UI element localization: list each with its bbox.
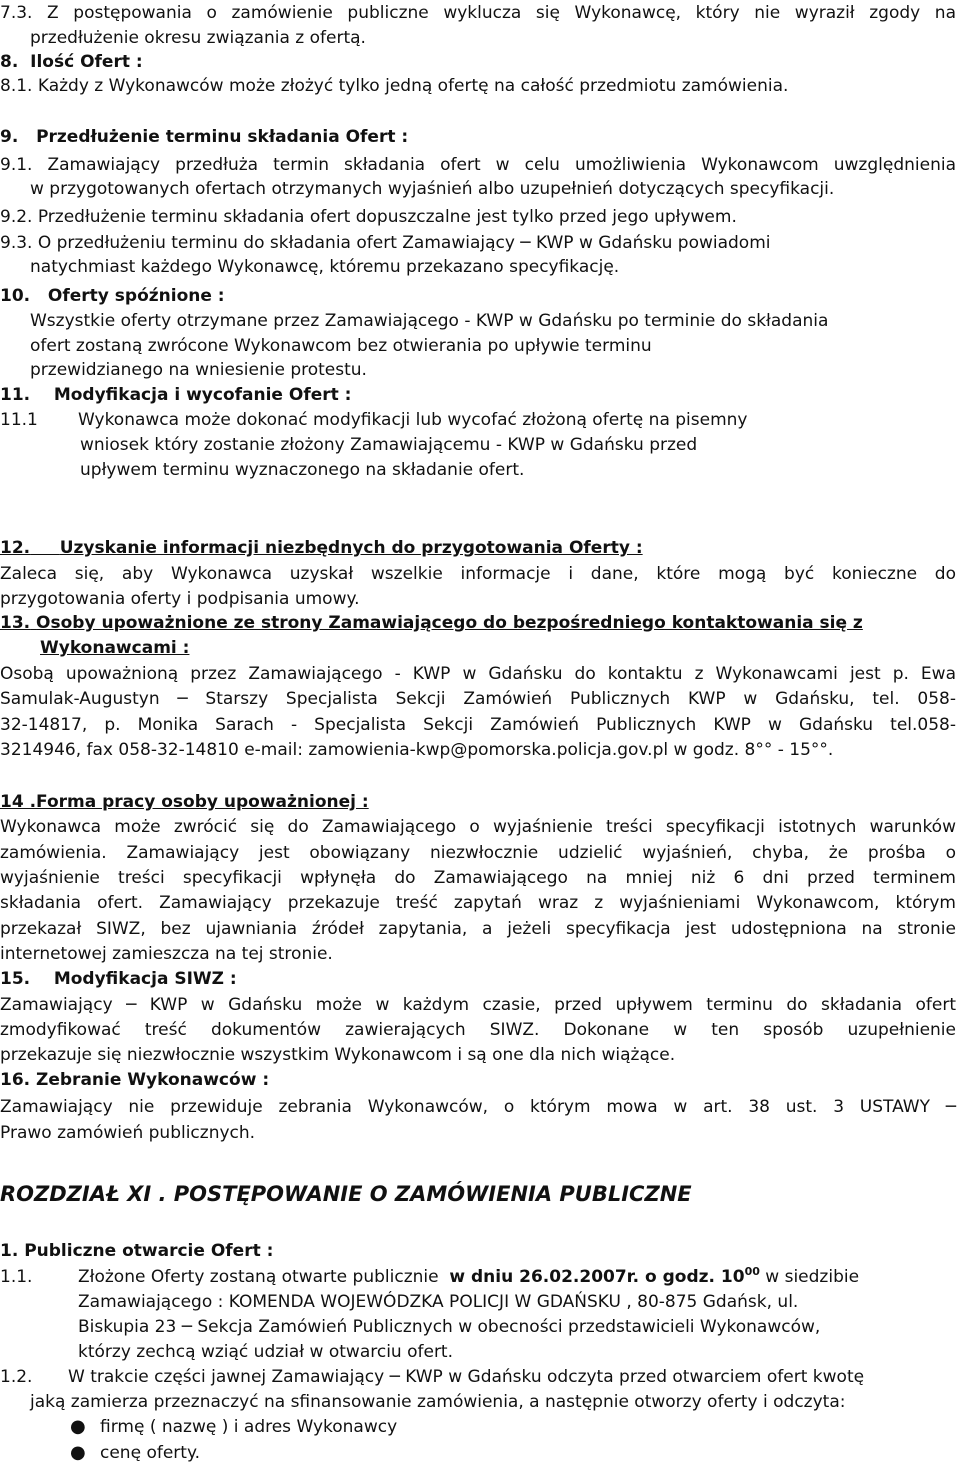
heading-9-number: 9. (0, 127, 19, 147)
para-14-line3: wyjaśnienie treści specyfikacji wpłynęła do Zamawiającego na mniej niż 6 dni przed terminem (0, 868, 956, 888)
para-12-line1: Zaleca się, aby Wykonawca uzyskał wszelkie informacje i dane, które mogą być konieczne do (0, 564, 956, 584)
para-13-line4-text: 3214946, fax 058-32-14810 e-mail: zamowienia-kwp@pomorska.policja.gov.pl w godz. 8°° - 15°°. (0, 740, 834, 760)
para-11-1-line1 (0, 409, 960, 431)
para-16-line2: Prawo zamówień publicznych. (0, 1123, 256, 1143)
heading-9 (0, 126, 960, 148)
para-12-line2: przygotowania oferty i podpisania umowy. (0, 589, 360, 609)
para-14-line4: składania ofert. Zamawiający przekazuje treść zapytań wraz z wyjaśnieniami Wykonawcom, którym (0, 893, 956, 913)
heading-10-title: Oferty spóźnione : (47, 286, 225, 306)
para-15-line2: zmodyfikować treść dokumentów zawierających SIWZ. Dokonane w ten sposób uzupełnienie (0, 1020, 956, 1040)
para-9-1-line2: w przygotowanych ofertach otrzymanych wyjaśnień albo uzupełnień dotyczących specyfikacji. (30, 179, 835, 199)
para-c1-1-text (78, 1266, 859, 1288)
para-11-1-number: 11.1 (0, 410, 38, 430)
para-c1-2-text: W trakcie części jawnej Zamawiający ─ KWP w Gdańsku odczyta przed otwarciem ofert kwotę (68, 1367, 865, 1387)
para-c1-1-sup: 00 (744, 1265, 760, 1278)
heading-12-title: Uzyskanie informacji niezbędnych do przygotowania Oferty : (59, 538, 643, 558)
heading-16: 16. Zebranie Wykonawców : (0, 1070, 270, 1090)
bullet-icon: ● (70, 1442, 86, 1463)
para-c1-2-number: 1.2. (0, 1367, 33, 1387)
heading-11 (0, 384, 960, 406)
para-c1-1-line4: którzy zechcą wziąć udział w otwarciu ofert. (78, 1342, 454, 1362)
bullet-icon: ● (70, 1416, 86, 1437)
heading-8 (0, 51, 960, 73)
para-16-line1: Zamawiający nie przewiduje zebrania Wykonawców, o którym mowa w art. 38 ust. 3 USTAWY ─ (0, 1097, 956, 1117)
para-13-line3: 32-14817, p. Monika Sarach - Specjalista Sekcji Zamówień Publicznych KWP w Gdańsku tel.058- (0, 715, 956, 735)
para-9-1-line1: 9.1. Zamawiający przedłuża termin składania ofert w celu umożliwienia Wykonawcom uwzględnienia (0, 155, 956, 175)
heading-12-number: 12. (0, 538, 31, 558)
para-9-3-line2: natychmiast każdego Wykonawcę, któremu przekazano specyfikację. (30, 257, 620, 277)
heading-13-line2: Wykonawcami : (40, 638, 190, 658)
chapter-title: ROZDZIAŁ XI . POSTĘPOWANIE O ZAMÓWIENIA PUBLICZNE (0, 1182, 692, 1206)
heading-9-title: Przedłużenie terminu składania Ofert : (36, 127, 409, 147)
para-13-line4 (0, 739, 960, 761)
para-c1-1-text-c: w siedzibie (759, 1267, 860, 1287)
heading-13-number: 13. (0, 613, 31, 633)
list-item-text: cenę oferty. (100, 1443, 200, 1463)
para-10-line2: ofert zostaną zwrócone Wykonawcom bez otwierania po upływie terminu (30, 336, 652, 356)
para-7-3-line1: 7.3. Z postępowania o zamówienie publiczne wyklucza się Wykonawcę, który nie wyraził zgody na (0, 3, 956, 23)
heading-15 (0, 968, 960, 990)
heading-12 (0, 537, 960, 559)
para-14-line1: Wykonawca może zwrócić się do Zamawiającego o wyjaśnienie treści specyfikacji istotnych warunków (0, 817, 956, 837)
para-13-line2: Samulak-Augustyn ─ Starszy Specjalista Sekcji Zamówień Publicznych KWP w Gdańsku, tel. 058- (0, 689, 956, 709)
heading-13 (0, 612, 960, 634)
para-10-line3: przewidzianego na wniesienie protestu. (30, 360, 367, 380)
para-11-1-line3: upływem terminu wyznaczonego na składanie ofert. (80, 460, 525, 480)
para-14-line6: internetowej zamieszcza na tej stronie. (0, 944, 333, 964)
para-7-3-line2: przedłużenie okresu związania z ofertą. (30, 28, 366, 48)
heading-13-title: Osoby upoważnione ze strony Zamawiającego do bezpośredniego kontaktowania się z (36, 613, 863, 633)
heading-11-title: Modyfikacja i wycofanie Ofert : (53, 385, 352, 405)
heading-10-number: 10. (0, 286, 31, 306)
para-14-line2: zamówienia. Zamawiający jest obowiązany niezwłocznie udzielić wyjaśnień, chyba, że prośba o (0, 843, 956, 863)
para-9-3-line1: 9.3. O przedłużeniu terminu do składania ofert Zamawiający ─ KWP w Gdańsku powiadomi (0, 233, 771, 253)
para-9-2: 9.2. Przedłużenie terminu składania ofert dopuszczalne jest tylko przed jego upływem. (0, 207, 737, 227)
para-11-1-line2: wniosek który zostanie złożony Zamawiającemu - KWP w Gdańsku przed (80, 435, 698, 455)
para-c1-1-line2: Zamawiającego : KOMENDA WOJEWÓDZKA POLICJI W GDAŃSKU , 80-875 Gdańsk, ul. (78, 1292, 799, 1312)
para-8-1: 8.1. Każdy z Wykonawców może złożyć tylko jedną ofertę na całość przedmiotu zamówienia. (0, 76, 789, 96)
heading-11-number: 11. (0, 385, 31, 405)
heading-15-title: Modyfikacja SIWZ : (53, 969, 237, 989)
para-15-line3: przekazuje się niezwłocznie wszystkim Wykonawcom i są one dla nich wiążące. (0, 1045, 676, 1065)
para-c1-2-line2: jaką zamierza przeznaczyć na sfinansowanie zamówienia, a następnie otworzy oferty i odczyta: (30, 1392, 846, 1412)
heading-8-number: 8. (0, 52, 19, 72)
para-15-line1: Zamawiający ─ KWP w Gdańsku może w każdym czasie, przed upływem terminu do składania ofert (0, 995, 956, 1015)
para-c1-1-text-a: Złożone Oferty zostaną otwarte publicznie (78, 1267, 439, 1287)
heading-8-title: Ilość Ofert : (30, 52, 143, 72)
para-c1-2-line1 (0, 1366, 960, 1388)
para-c1-1-line1 (0, 1266, 960, 1288)
heading-c1: 1. Publiczne otwarcie Ofert : (0, 1241, 274, 1261)
heading-15-number: 15. (0, 969, 31, 989)
list-item-text: firmę ( nazwę ) i adres Wykonawcy (100, 1417, 398, 1437)
heading-10 (0, 285, 960, 307)
para-14-line5: przekazał SIWZ, bez ujawniania źródeł zapytania, a jeżeli specyfikacja jest udostępniona na stronie (0, 919, 956, 939)
para-c1-1-date: w dniu 26.02.2007r. o godz. 10 (449, 1267, 745, 1287)
heading-14: 14 .Forma pracy osoby upoważnionej : (0, 792, 369, 812)
para-13-line1: Osobą upoważnioną przez Zamawiającego - KWP w Gdańsku do kontaktu z Wykonawcami jest p. Ewa (0, 664, 956, 684)
para-c1-1-number: 1.1. (0, 1267, 33, 1287)
para-10-line1: Wszystkie oferty otrzymane przez Zamawiającego - KWP w Gdańsku po terminie do składania (30, 311, 829, 331)
para-11-1-text: Wykonawca może dokonać modyfikacji lub wycofać złożoną ofertę na pisemny (78, 410, 748, 430)
para-c1-1-line3: Biskupia 23 ─ Sekcja Zamówień Publicznych w obecności przedstawicieli Wykonawców, (78, 1317, 821, 1337)
